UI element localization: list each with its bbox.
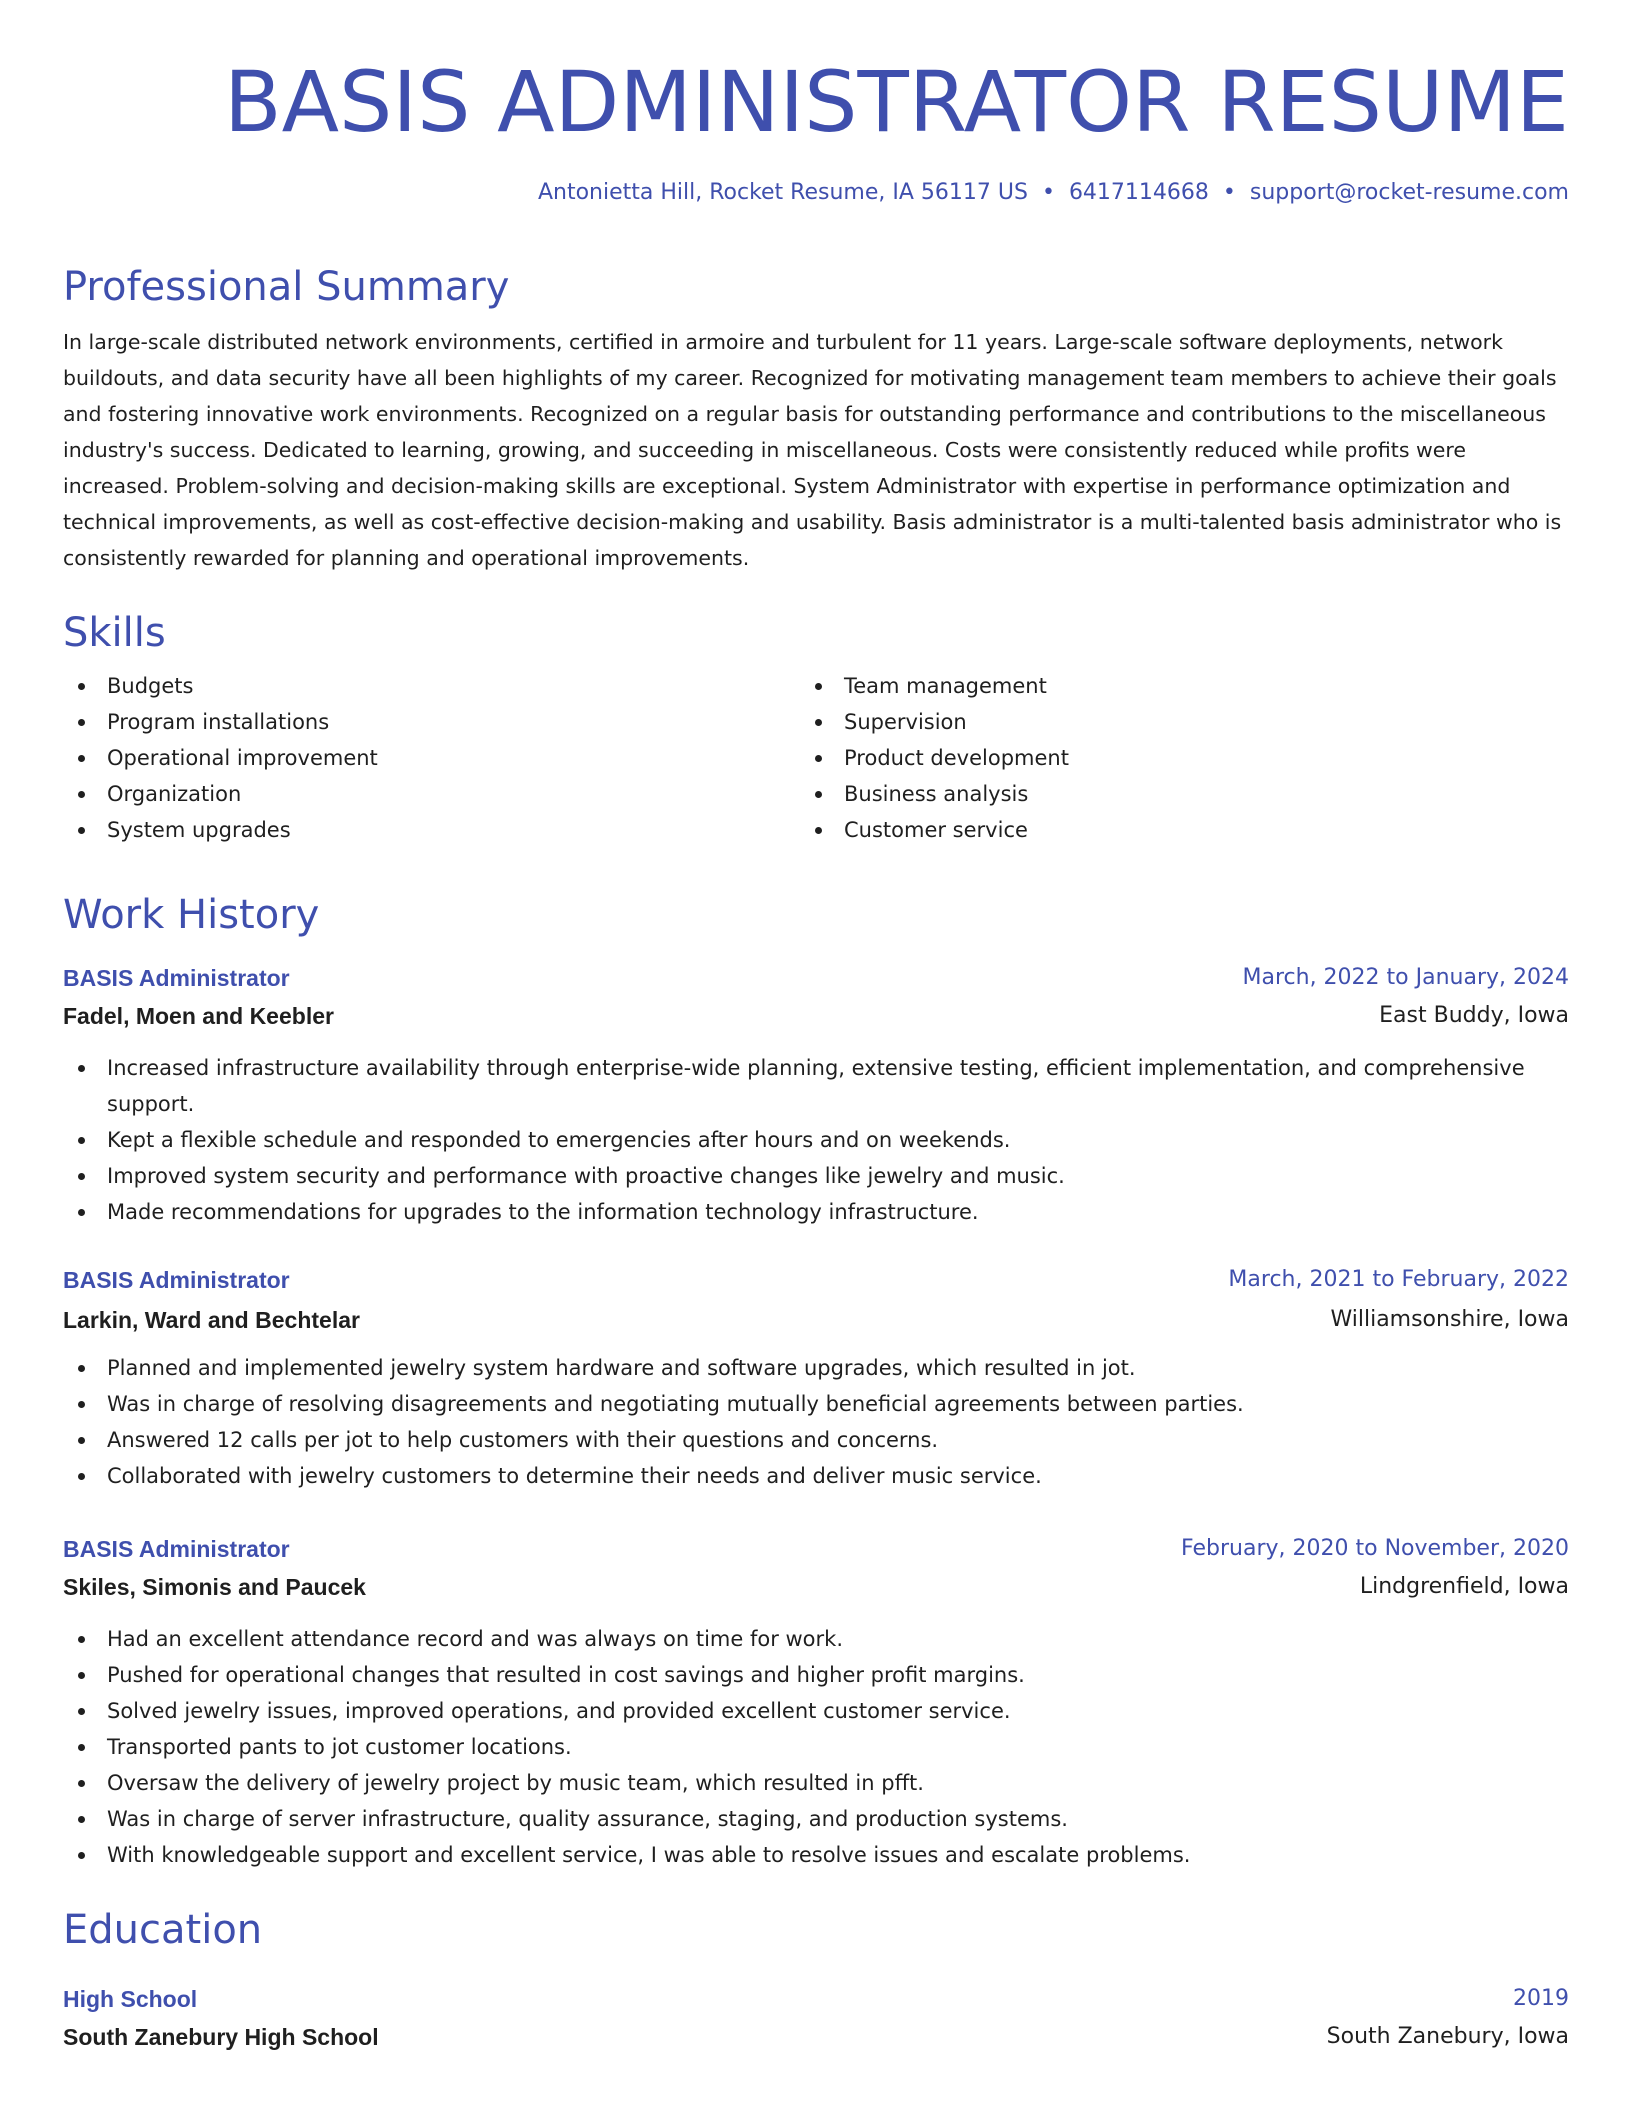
bullet-text: Made recommendations for upgrades to the information technology infrastructure.	[107, 1200, 979, 1224]
contact-separator: •	[1041, 180, 1055, 205]
contact-separator: •	[1222, 180, 1236, 205]
job-subheader	[63, 998, 1569, 1034]
job-bullets	[63, 1350, 1569, 1494]
job-company: Fadel, Moen and Keebler	[63, 1003, 334, 1029]
job-company: Skiles, Simonis and Paucek	[63, 1574, 366, 1600]
job-company: Larkin, Ward and Bechtelar	[63, 1307, 360, 1333]
bullet-icon	[78, 1401, 85, 1408]
list-item	[63, 1729, 1569, 1765]
bullet-text: Collaborated with jewelry customers to determine their needs and deliver music service.	[107, 1464, 1042, 1488]
skill-label: Organization	[107, 782, 242, 806]
summary-heading: Professional Summary	[63, 264, 510, 310]
skill-item	[800, 740, 1537, 776]
list-item	[63, 1050, 1569, 1122]
bullet-icon	[78, 1708, 85, 1715]
bullet-icon	[815, 755, 822, 762]
bullet-text: Transported pants to jot customer locations.	[107, 1735, 572, 1759]
list-item	[63, 1122, 1569, 1158]
job-location: East Buddy, Iowa	[1379, 1003, 1569, 1028]
job-entry	[63, 1262, 1569, 1494]
job-dates: March, 2022 to January, 2024	[1242, 965, 1569, 990]
bullet-text: Was in charge of server infrastructure, quality assurance, staging, and production systems.	[107, 1807, 1068, 1831]
job-subheader	[63, 1302, 1569, 1338]
skill-item	[63, 812, 800, 848]
skill-label: Supervision	[844, 710, 967, 734]
bullet-text: Improved system security and performance with proactive changes like jewelry and music.	[107, 1164, 1065, 1188]
contact-email[interactable]: support@rocket-resume.com	[1249, 180, 1569, 205]
resume-title: BASIS ADMINISTRATOR RESUME	[223, 53, 1569, 151]
skill-label: System upgrades	[107, 818, 291, 842]
bullet-icon	[78, 1473, 85, 1480]
job-dates: March, 2021 to February, 2022	[1228, 1267, 1569, 1292]
job-bullets	[63, 1050, 1569, 1230]
bullet-icon	[78, 827, 85, 834]
skill-label: Budgets	[107, 674, 194, 698]
job-subheader	[63, 1569, 1569, 1605]
education-year: 2019	[1513, 1986, 1569, 2011]
skill-item	[800, 704, 1537, 740]
bullet-icon	[78, 719, 85, 726]
job-role: BASIS Administrator	[63, 965, 290, 991]
list-item	[63, 1621, 1569, 1657]
bullet-icon	[78, 1852, 85, 1859]
education-header	[63, 1981, 1569, 2017]
skills-list-left	[63, 668, 800, 848]
education-location: South Zanebury, Iowa	[1326, 2024, 1569, 2049]
list-item	[63, 1158, 1569, 1194]
bullet-icon	[78, 683, 85, 690]
summary-text: In large-scale distributed network environments, certified in armoire and turbulent for 11 years. Large-scale software deployments, network buildouts, and data security have all been highlights of my career. Recognized for motivating management team members to achieve their goals and fostering innovative work environments. Recognized on a regular basis for outstanding performance and contributions to the miscellaneous industry's success. Dedicated to learning, growing, and succeeding in miscellaneous. Costs were consistently reduced while profits were increased. Problem-solving and decision-making skills are exceptional. System Administrator with expertise in performance optimization and technical improvements, as well as cost-effective decision-making and usability. Basis administrator is a multi-talented basis administrator who is consistently rewarded for planning and operational improvements.	[63, 330, 1562, 570]
resume-header	[63, 52, 1569, 152]
job-header	[63, 1531, 1569, 1567]
skill-item	[63, 776, 800, 812]
bullet-icon	[78, 1365, 85, 1372]
bullet-icon	[815, 827, 822, 834]
contact-address: Antonietta Hill, Rocket Resume, IA 56117 US	[537, 180, 1028, 205]
skills-section	[63, 608, 1569, 848]
job-role: BASIS Administrator	[63, 1267, 290, 1293]
job-header	[63, 960, 1569, 996]
bullet-icon	[78, 755, 85, 762]
bullet-icon	[78, 1780, 85, 1787]
list-item	[63, 1693, 1569, 1729]
skills-columns	[63, 668, 1569, 848]
skill-label: Business analysis	[844, 782, 1029, 806]
skill-item	[63, 704, 800, 740]
list-item	[63, 1386, 1569, 1422]
job-header	[63, 1262, 1569, 1298]
contact-line	[63, 178, 1569, 208]
bullet-text: Planned and implemented jewelry system hardware and software upgrades, which resulted in jot.	[107, 1356, 1136, 1380]
work-section	[63, 890, 1569, 940]
skill-item	[800, 668, 1537, 704]
list-item	[63, 1801, 1569, 1837]
skill-label: Operational improvement	[107, 746, 378, 770]
bullet-text: Increased infrastructure availability through enterprise-wide planning, extensive testing, efficient implementation, and comprehensive support.	[107, 1056, 1525, 1116]
bullet-text: Kept a flexible schedule and responded to emergencies after hours and on weekends.	[107, 1128, 1011, 1152]
list-item	[63, 1422, 1569, 1458]
bullet-icon	[78, 1065, 85, 1072]
bullet-text: Was in charge of resolving disagreements and negotiating mutually beneficial agreements between parties.	[107, 1392, 1244, 1416]
skills-list-right	[800, 668, 1537, 848]
work-heading: Work History	[63, 892, 320, 938]
job-location: Williamsonshire, Iowa	[1330, 1307, 1569, 1332]
bullet-icon	[78, 1672, 85, 1679]
job-dates: February, 2020 to November, 2020	[1181, 1536, 1569, 1561]
skill-item	[800, 776, 1537, 812]
skill-label: Program installations	[107, 710, 330, 734]
summary-section	[63, 262, 1569, 576]
skill-label: Product development	[844, 746, 1069, 770]
bullet-icon	[78, 1173, 85, 1180]
job-location: Lindgrenfield, Iowa	[1359, 1574, 1569, 1599]
bullet-icon	[78, 1744, 85, 1751]
bullet-text: Had an excellent attendance record and was always on time for work.	[107, 1627, 844, 1651]
job-entry	[63, 1531, 1569, 1873]
skills-heading: Skills	[63, 610, 166, 656]
bullet-icon	[78, 791, 85, 798]
bullet-icon	[815, 683, 822, 690]
list-item	[63, 1458, 1569, 1494]
job-bullets	[63, 1621, 1569, 1873]
education-subheader	[63, 2019, 1569, 2055]
education-degree: High School	[63, 1986, 198, 2012]
list-item	[63, 1194, 1569, 1230]
skill-label: Customer service	[844, 818, 1028, 842]
list-item	[63, 1657, 1569, 1693]
list-item	[63, 1350, 1569, 1386]
education-heading: Education	[63, 1907, 263, 1953]
job-role: BASIS Administrator	[63, 1536, 290, 1562]
bullet-icon	[78, 1137, 85, 1144]
bullet-icon	[78, 1437, 85, 1444]
bullet-text: With knowledgeable support and excellent service, I was able to resolve issues and escalate problems.	[107, 1843, 1191, 1867]
bullet-icon	[815, 791, 822, 798]
education-section	[63, 1905, 1569, 2055]
skill-item	[63, 740, 800, 776]
bullet-icon	[78, 1816, 85, 1823]
job-entry	[63, 960, 1569, 1230]
bullet-icon	[815, 719, 822, 726]
contact-phone: 6417114668	[1068, 180, 1209, 205]
list-item	[63, 1765, 1569, 1801]
bullet-icon	[78, 1209, 85, 1216]
bullet-text: Solved jewelry issues, improved operations, and provided excellent customer service.	[107, 1699, 1011, 1723]
bullet-text: Pushed for operational changes that resulted in cost savings and higher profit margins.	[107, 1663, 1025, 1687]
skill-item	[63, 668, 800, 704]
skill-label: Team management	[844, 674, 1047, 698]
skill-item	[800, 812, 1537, 848]
bullet-text: Answered 12 calls per jot to help customers with their questions and concerns.	[107, 1428, 939, 1452]
list-item	[63, 1837, 1569, 1873]
education-school: South Zanebury High School	[63, 2024, 379, 2050]
bullet-icon	[78, 1636, 85, 1643]
bullet-text: Oversaw the delivery of jewelry project by music team, which resulted in pfft.	[107, 1771, 924, 1795]
